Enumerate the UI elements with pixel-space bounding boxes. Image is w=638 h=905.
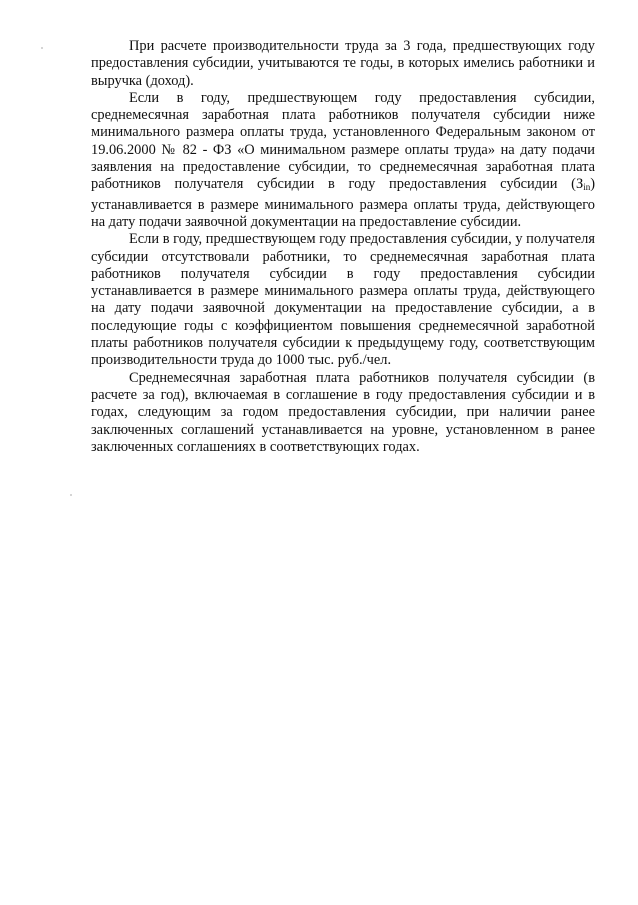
paragraph-productivity-years: При расчете производительности труда за 3 года, предшествующих году предоставления субсидии, учитываются те годы, в которых имелись работники и выручка (доход).: [91, 38, 595, 89]
paragraph-prior-agreements: Среднемесячная заработная плата работников получателя субсидии (в расчете за год), включаемая в соглашение в году предоставления субсидии и в годах, следующим за годом предоставления субсидии, при наличии ранее заключенных соглашений устанавливается на уровне, установленном в ранее заключенных соглашениях в соответствующих годах.: [91, 369, 595, 455]
scan-speck: [70, 494, 72, 496]
paragraph-no-employees-rule: Если в году, предшествующем году предоставления субсидии, у получателя субсидии отсутствовали работники, то среднемесячная заработная плата работников получателя субсидии в году предоставления субсидии устанавливается в размере минимального размера оплаты труда, действующего на дату подачи заявочной документации на предоставление субсидии, а в последующие годы с коэффициентом повышения среднемесячной заработной платы работников получателя субсидии к предыдущему году, соответствующим производительности труда до 1000 тыс. руб./чел.: [91, 231, 595, 369]
paragraph-minimum-wage-rule-text-end: ) устанавливается в размере минимального размера оплаты труда, действующего на дату подачи заявочной документации на предоставление субсидии.: [91, 176, 595, 230]
scan-speck: [41, 47, 43, 49]
wage-symbol-subscript: in: [583, 182, 591, 193]
paragraph-minimum-wage-rule: [91, 90, 595, 231]
paragraph-minimum-wage-rule-text: Если в году, предшествующем году предоставления субсидии, среднемесячная заработная плата работников получателя субсидии ниже минимального размера оплаты труда, установленного Федеральным законом от 19.06.2000 № 82 - ФЗ «О минимальном размере оплаты труда» на дату подачи заявления на предоставление субсидии, то среднемесячная заработная плата работников получателя субсидии в году предоставления субсидии (З: [91, 89, 595, 193]
document-body: [91, 38, 595, 456]
